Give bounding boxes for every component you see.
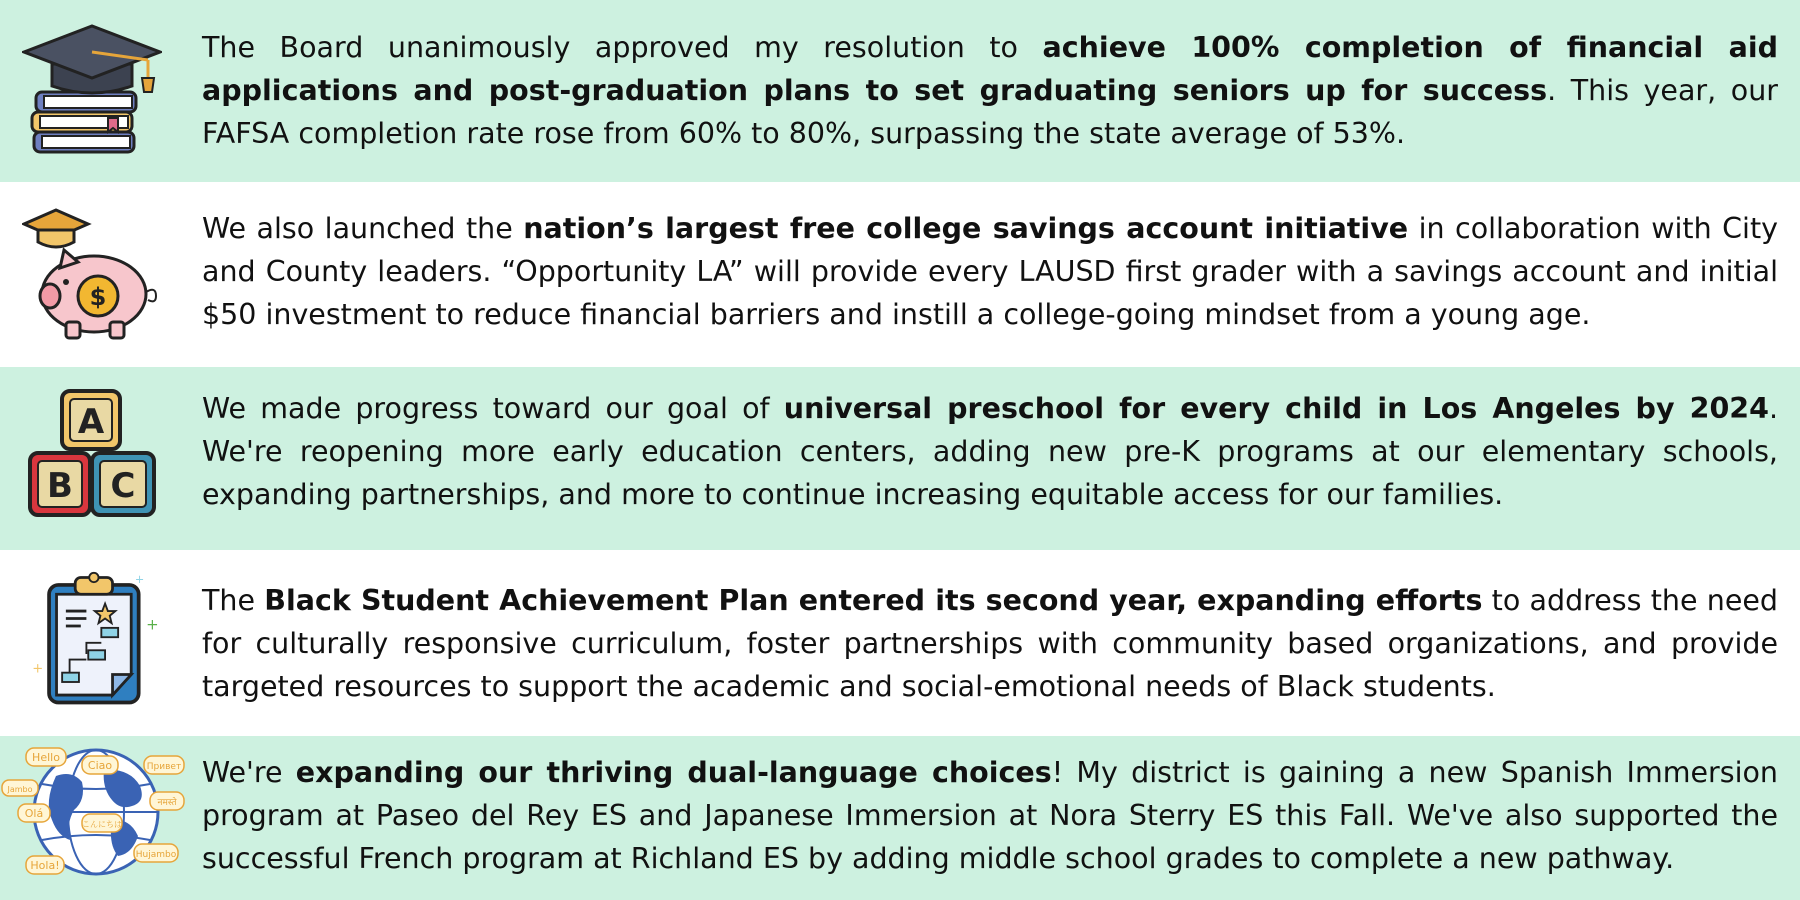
globe-word: Hello bbox=[32, 751, 60, 764]
globe-word: Olá bbox=[24, 807, 44, 820]
svg-text:+: + bbox=[32, 661, 44, 677]
row-black-student-plan bbox=[0, 550, 1800, 736]
row-text: The Board unanimously approved my resolution to achieve 100% completion of financial aid applications and post-graduation plans to set graduating seniors up for success. This year, our FAFSA completion rate rose from 60% to 80%, surpassing the state average of 53%. bbox=[202, 31, 1778, 150]
globe-word: नमस्ते bbox=[157, 798, 177, 808]
globe-word: Hujambo bbox=[135, 850, 177, 860]
row-text: We're expanding our thriving dual-language choices! My district is gaining a new Spanish Immersion program at Paseo del Rey ES and Japanese Immersion at Nora Sterry ES this Fall. We've also supported the successful French program at Richland ES by adding middle school grades to complete a new pathway. bbox=[202, 756, 1778, 875]
piggy-bank-icon bbox=[22, 206, 162, 346]
globe-word: こんにちは bbox=[82, 820, 122, 829]
svg-text:B: B bbox=[47, 466, 73, 506]
svg-text:+: + bbox=[134, 573, 145, 587]
svg-text:+: + bbox=[146, 615, 159, 634]
abc-blocks-icon bbox=[22, 387, 162, 527]
globe-word: Hola! bbox=[30, 859, 60, 872]
row-dual-language bbox=[0, 736, 1800, 900]
svg-text:A: A bbox=[77, 402, 105, 442]
row-savings bbox=[0, 182, 1800, 367]
globe-languages-icon bbox=[0, 740, 186, 880]
clipboard-plan-icon bbox=[22, 570, 162, 710]
row-text: We made progress toward our goal of universal preschool for every child in Los Angeles by 2024. We're reopening more early education centers, adding new pre-K programs at our elementary schools, expanding partnerships, and more to continue increasing equitable access for our families. bbox=[202, 392, 1778, 511]
svg-text:C: C bbox=[110, 466, 136, 506]
globe-word: Привет bbox=[146, 762, 182, 772]
row-text: The Black Student Achievement Plan entered its second year, expanding efforts to address the need for culturally responsive curriculum, foster partnerships with community based organizations, and provide targeted resources to support the academic and social-emotional needs of Black students. bbox=[202, 584, 1778, 703]
globe-word: Ciao bbox=[87, 759, 113, 772]
globe-word: Jambo bbox=[7, 785, 33, 794]
graduation-books-icon bbox=[22, 20, 162, 160]
svg-text:$: $ bbox=[89, 283, 107, 311]
row-financial-aid bbox=[0, 0, 1800, 182]
row-text: We also launched the nation’s largest free college savings account initiative in collaboration with City and County leaders. “Opportunity LA” will provide every LAUSD first grader with a savings account and initial $50 investment to reduce financial barriers and instill a college-going mindset from a young age. bbox=[202, 212, 1778, 331]
row-preschool bbox=[0, 367, 1800, 550]
